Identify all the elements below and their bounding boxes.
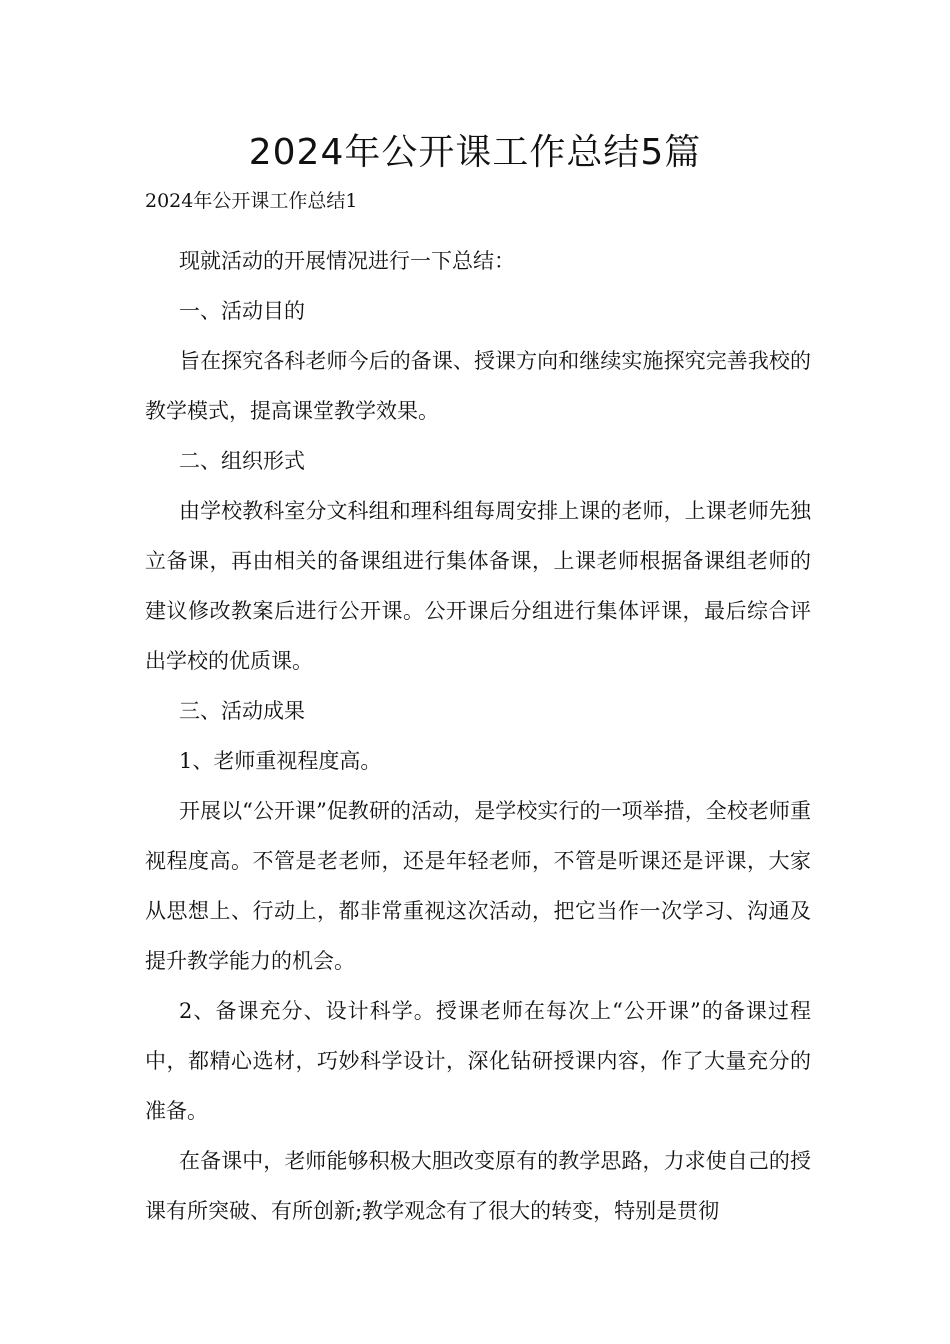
paragraph: 现就活动的开展情况进行一下总结： [179,249,515,273]
document-body [145,236,811,1236]
sub-heading: 1、老师重视程度高。 [179,749,382,773]
paragraph: 开展以“公开课”促教研的活动，是学校实行的一项举措，全校老师重视程度高。不管是老老师，还是年轻老师，不管是听课还是评课，大家从思想上、行动上，都非常重视这次活动，把它当作一次学习、沟通及提升教学能力的机会。 [145,799,811,973]
section-heading: 三、活动成果 [179,699,305,723]
section-heading: 一、活动目的 [179,299,305,323]
paragraph: 2、备课充分、设计科学。授课老师在每次上“公开课”的备课过程中，都精心选材，巧妙科学设计，深化钻研授课内容，作了大量充分的准备。 [145,999,811,1123]
section-heading: 二、组织形式 [179,449,305,473]
document-subtitle: 2024年公开课工作总结1 [145,190,358,212]
paragraph: 在备课中，老师能够积极大胆改变原有的教学思路，力求使自己的授课有所突破、有所创新;教学观念有了很大的转变，特别是贯彻 [145,1149,811,1223]
document-title: 2024年公开课工作总结5篇 [248,132,702,173]
paragraph: 由学校教科室分文科组和理科组每周安排上课的老师，上课老师先独立备课，再由相关的备课组进行集体备课，上课老师根据备课组老师的建议修改教案后进行公开课。公开课后分组进行集体评课，最后综合评出学校的优质课。 [145,499,811,673]
paragraph: 旨在探究各科老师今后的备课、授课方向和继续实施探究完善我校的教学模式，提高课堂教学效果。 [145,349,811,423]
